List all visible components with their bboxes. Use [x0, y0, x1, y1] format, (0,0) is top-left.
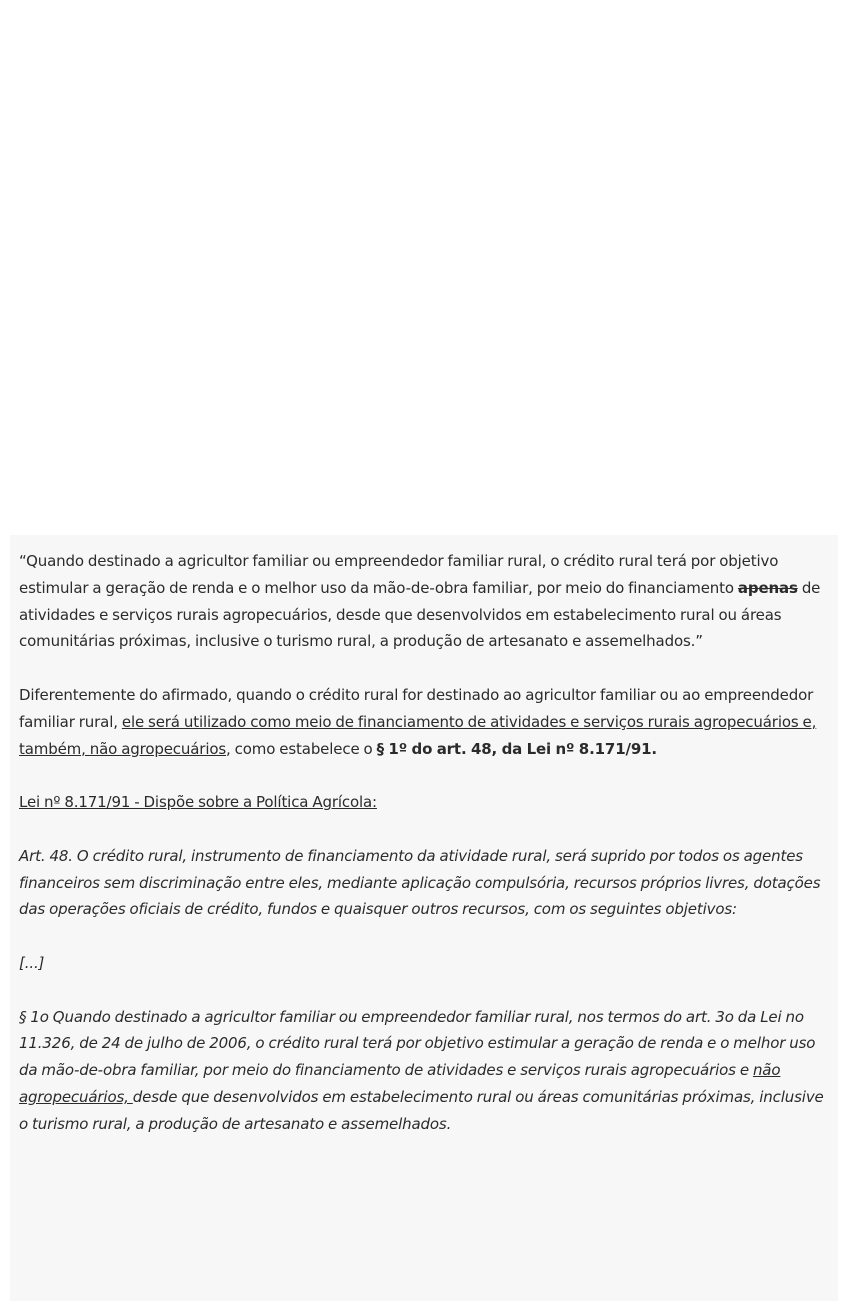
explanation-paragraph: [19, 682, 829, 762]
paragraph-1-start: § 1o Quando destinado a agricultor familiar ou empreendedor familiar rural, nos termos do art. 3o da Lei no 11.326, de 24 de julho de 2006, o crédito rural terá por objetivo estimular a geração de renda e o melhor uso da mão-de-obra familiar, por meio do financiamento de atividades e serviços rurais agropecuários e: [19, 1007, 816, 1080]
article-48-text: Art. 48. O crédito rural, instrumento de financiamento da atividade rural, será suprido por todos os agentes financeiros sem discriminação entre eles, mediante aplicação compulsória, recursos próprios livres, dotações das operações oficiais de crédito, fundos e quaisquer outros recursos, com os seguintes objetivos:: [19, 846, 821, 919]
explanation-text-mid: , como estabelece o: [226, 739, 377, 758]
paragraph-1-underlined: não agropecuários,: [19, 1061, 781, 1106]
explanation-text-start: Diferentemente do afirmado, quando o crédito rural for destinado ao agricultor familiar ou ao empreendedor familiar rural,: [19, 685, 814, 731]
content-box: [10, 535, 838, 1301]
ellipsis: [...]: [19, 953, 45, 972]
paragraph-1-end: desde que desenvolvidos em estabelecimento rural ou áreas comunitárias próximas, inclusive o turismo rural, a produção de artesanato e assemelhados.: [19, 1087, 824, 1133]
quote-paragraph: [19, 548, 829, 655]
law-title: Lei nº 8.171/91 - Dispõe sobre a Política Agrícola:: [19, 793, 377, 812]
explanation-citation: § 1º do art. 48, da Lei nº 8.171/91.: [376, 739, 657, 758]
blank-area: [0, 0, 851, 535]
quote-text-end: de atividades e serviços rurais agropecuários, desde que desenvolvidos em estabelecimento rural ou áreas comunitárias próximas, inclusive o turismo rural, a produção de artesanato e assemelhados.”: [19, 578, 821, 651]
struck-word: apenas: [737, 578, 798, 597]
paragraph-1-text: [19, 1004, 829, 1138]
quote-text-start: “Quando destinado a agricultor familiar ou empreendedor familiar rural, o crédito rural terá por objetivo estimular a geração de renda e o melhor uso da mão-de-obra familiar, por meio do financiamento: [19, 552, 779, 597]
explanation-underlined: ele será utilizado como meio de financiamento de atividades e serviços rurais agropecuários e, também, não agropecuários: [19, 712, 817, 758]
